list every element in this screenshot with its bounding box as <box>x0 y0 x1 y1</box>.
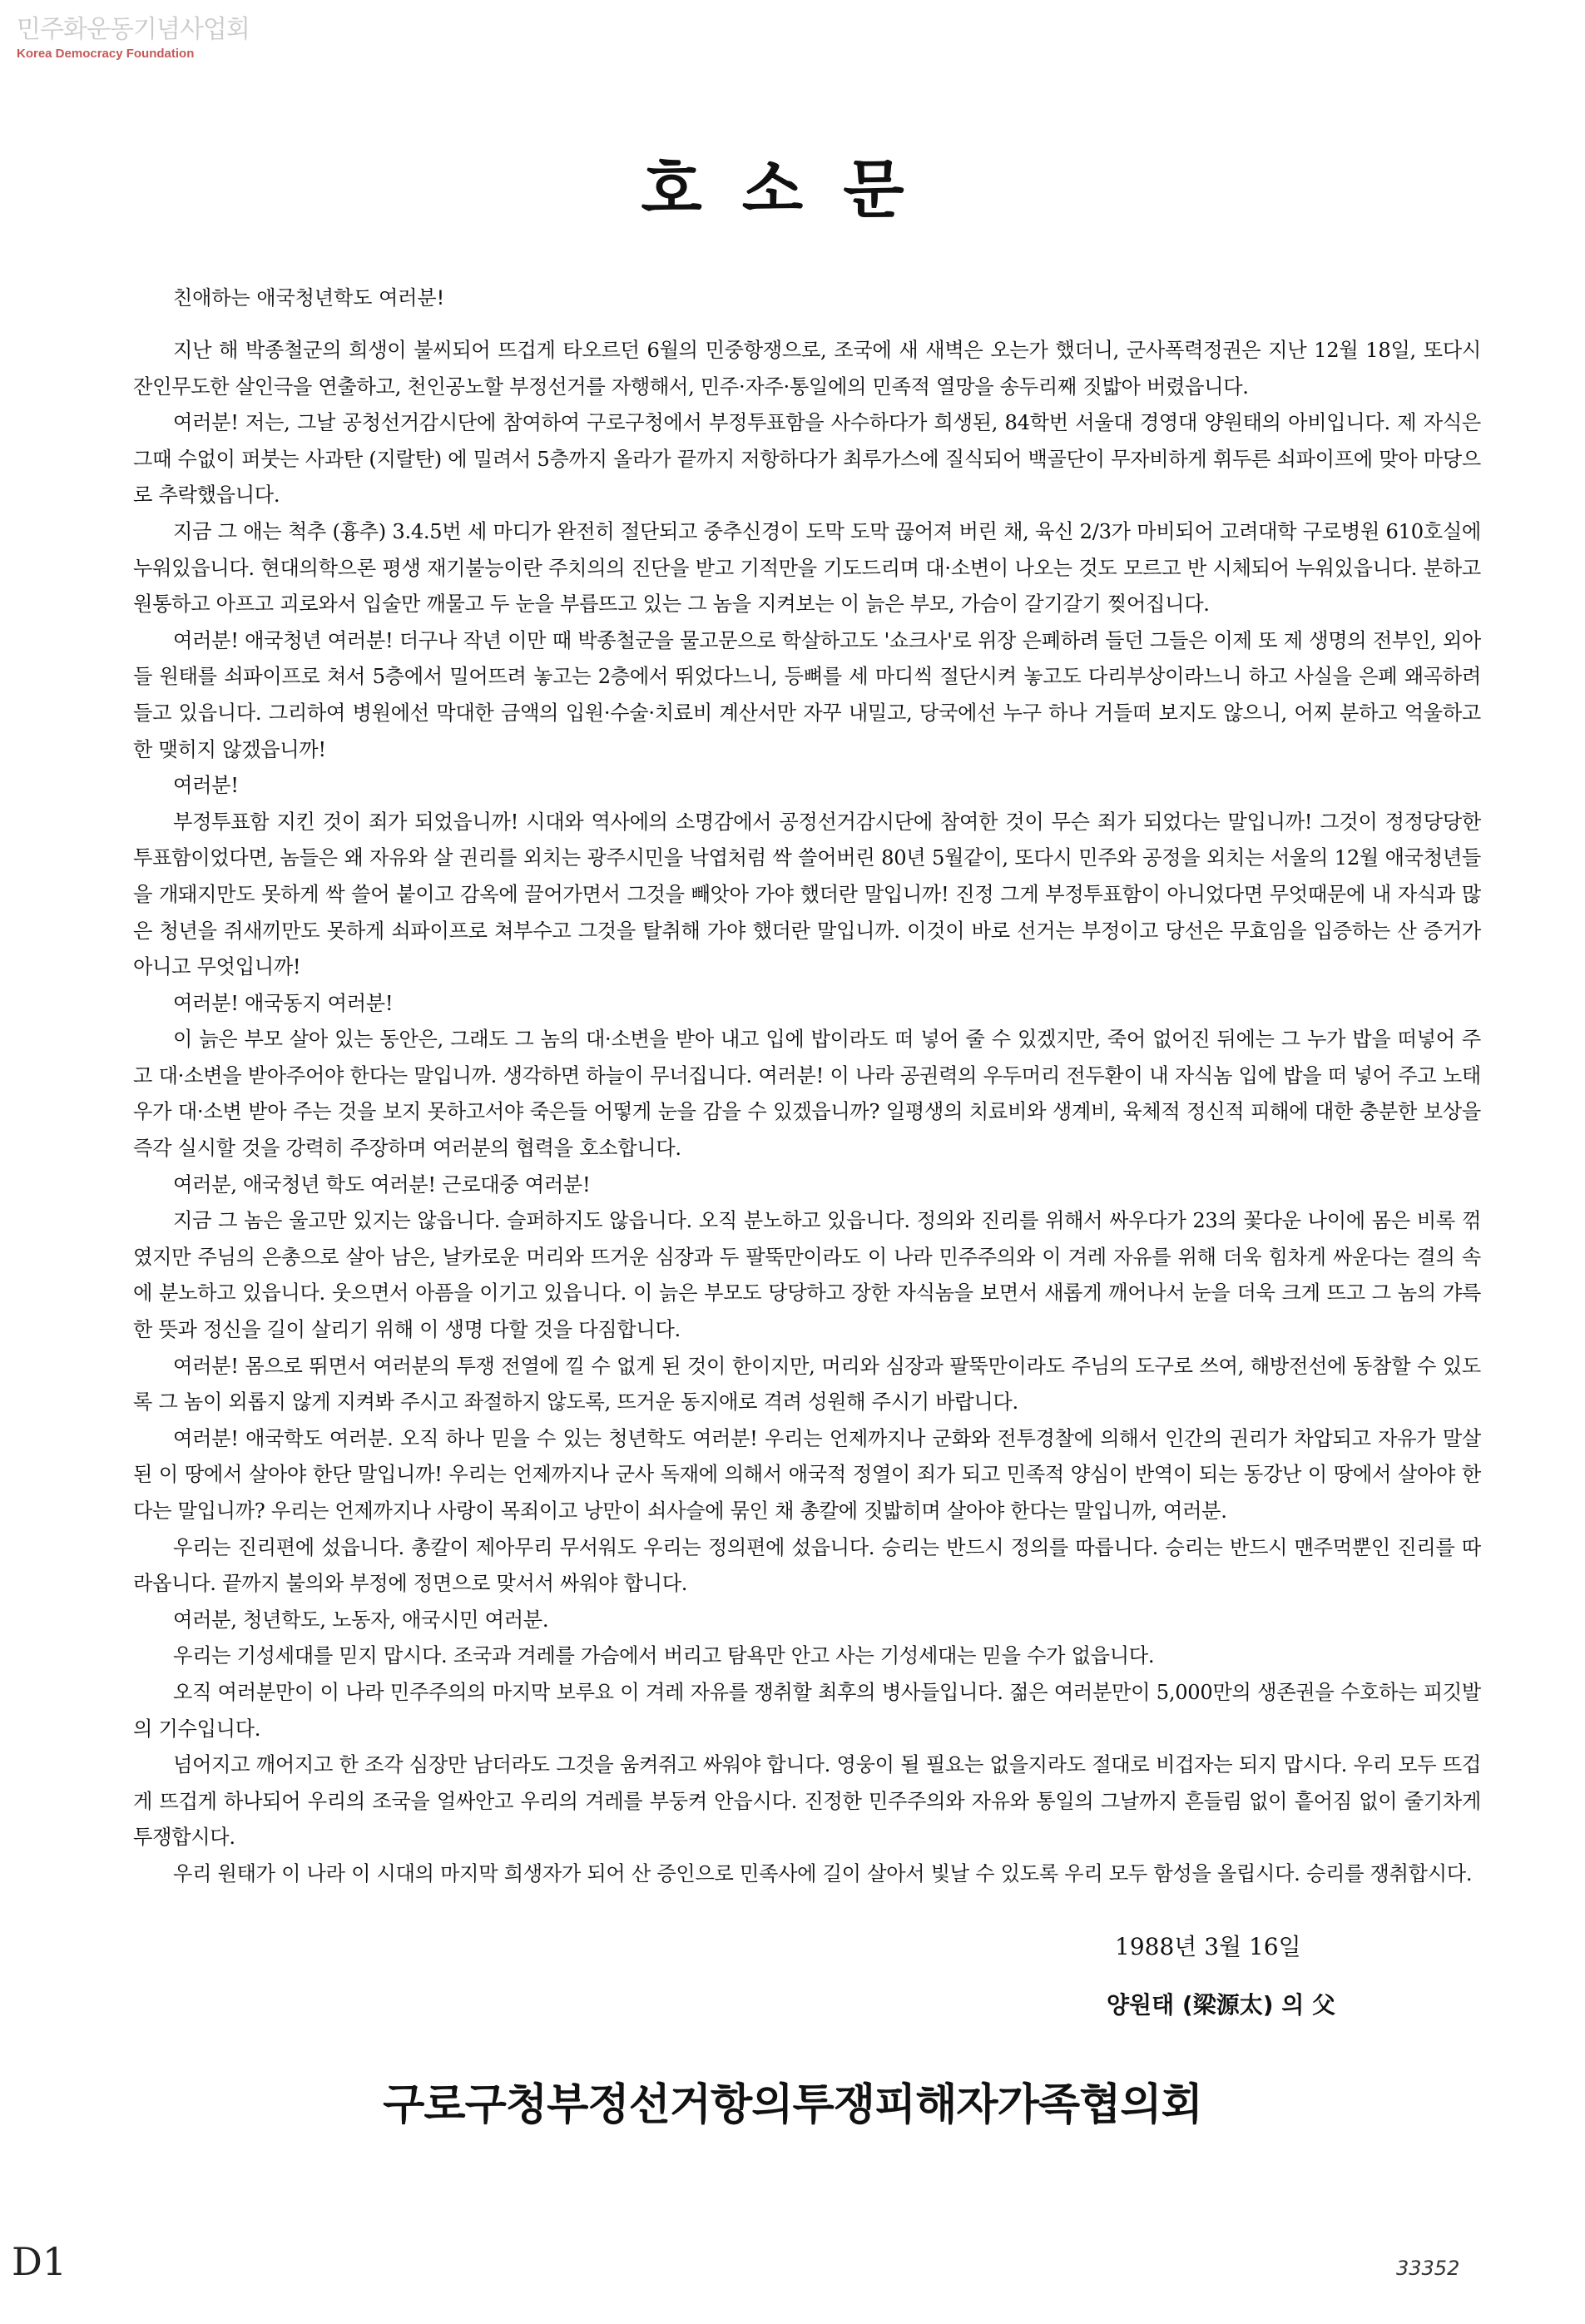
paragraph: 우리는 기성세대를 믿지 맙시다. 조국과 겨레를 가슴에서 버리고 탐욕만 안고 사는 기성세대는 믿을 수가 없읍니다. <box>173 1644 1155 1668</box>
signature-signer: 양원태 (梁源太) 의 父 <box>1107 1991 1336 2019</box>
paragraph: 넘어지고 깨어지고 한 조각 심장만 남더라도 그것을 움켜쥐고 싸워야 합니다. 영웅이 될 필요는 없을지라도 절대로 비겁자는 되지 맙시다. 우리 모두 뜨겁게 뜨겁게 하나되어 우리의 조국을 얼싸안고 우리의 겨레를 부둥켜 안읍시다. 진정한 민주주의와 자유와 통일의 그날까지 흔들림 없이 흩어짐 없이 줄기차게 투쟁합시다. <box>133 1753 1481 1850</box>
signature-date: 1988년 3월 16일 <box>1115 1933 1301 1960</box>
paragraph: 여러분! 애국학도 여러분. 오직 하나 믿을 수 있는 청년학도 여러분! 우리는 언제까지나 군화와 전투경찰에 의해서 인간의 권리가 차압되고 자유가 말살된 이 땅에서 살아야 한단 말입니까! 우리는 언제까지나 군사 독재에 의해서 애국적 정열이 죄가 되고 민족적 양심이 반역이 되는 동강난 이 땅에서 살아야 한다는 말입니까? 우리는 언제까지나 사랑이 목죄이고 낭만이 쇠사슬에 묶인 채 총칼에 짓밟히며 살아야 한다는 말입니까, 여러분. <box>133 1426 1481 1523</box>
paragraph: 지금 그 놈은 울고만 있지는 않읍니다. 슬퍼하지도 않읍니다. 오직 분노하고 있읍니다. 정의와 진리를 위해서 싸우다가 23의 꽃다운 나이에 몸은 비록 꺾였지만 주님의 은총으로 살아 남은, 날카로운 머리와 뜨거운 심장과 두 팔뚝만이라도 이 나라 민주주의와 이 겨레 자유를 위해 더욱 힘차게 싸운다는 결의 속에 분노하고 있읍니다. 웃으면서 아픔을 이기고 있읍니다. 이 늙은 부모도 당당하고 장한 자식놈을 보면서 새롭게 깨어나서 눈을 더욱 크게 뜨고 그 놈의 갸륵한 뜻과 정신을 길이 살리기 위해 이 생명 다할 것을 다짐합니다. <box>133 1209 1481 1342</box>
watermark-logo <box>17 15 250 62</box>
paragraph: 여러분! 저는, 그날 공청선거감시단에 참여하여 구로구청에서 부정투표함을 사수하다가 희생된, 84학번 서울대 경영대 양원태의 아비입니다. 제 자식은 그때 수없이 퍼붓는 사과탄 (지랄탄) 에 밀려서 5층까지 올라가 끝까지 저항하다가 최루가스에 질식되어 백골단이 무자비하게 휘두른 쇠파이프에 맞아 마당으로 추락했읍니다. <box>133 411 1481 508</box>
paragraph: 여러분! 애국청년 여러분! 더구나 작년 이만 때 박종철군을 물고문으로 학살하고도 '쇼크사'로 위장 은폐하려 들던 그들은 이제 또 제 생명의 전부인, 외아들 원태를 쇠파이프로 쳐서 5층에서 밀어뜨려 놓고는 2층에서 뛰었다느니, 등뼈를 세 마디씩 절단시켜 놓고도 다리부상이라느니 하고 사실을 은폐 왜곡하려 들고 있읍니다. 그리하여 병원에선 막대한 금액의 입원·수술·치료비 계산서만 자꾸 내밀고, 당국에선 누구 하나 거들떠 보지도 않으니, 어찌 분하고 억울하고 한 맺히지 않겠읍니까! <box>133 628 1481 761</box>
paragraph: 여러분! 몸으로 뛰면서 여러분의 투쟁 전열에 낄 수 없게 된 것이 한이지만, 머리와 심장과 팔뚝만이라도 주님의 도구로 쓰여, 해방전선에 동참할 수 있도록 그 놈이 외롭지 않게 지켜봐 주시고 좌절하지 않도록, 뜨거운 동지애로 격려 성원해 주시기 바랍니다. <box>133 1354 1481 1415</box>
paragraph: 오직 여러분만이 이 나라 민주주의의 마지막 보루요 이 겨레 자유를 쟁취할 최후의 병사들입니다. 젊은 여러분만이 5,000만의 생존권을 수호하는 피깃발의 기수입니다. <box>133 1680 1481 1741</box>
paragraph: 이 늙은 부모 살아 있는 동안은, 그래도 그 놈의 대·소변을 받아 내고 입에 밥이라도 떠 넣어 줄 수 있겠지만, 죽어 없어진 뒤에는 그 누가 밥을 떠넣어 주고 대·소변을 받아주어야 한다는 말입니까. 생각하면 하늘이 무너집니다. 여러분! 이 나라 공권력의 우두머리 전두환이 내 자식놈 입에 밥을 떠 넣어 주고 노태우가 대·소변 받아 주는 것을 보지 못하고서야 죽은들 어떻게 눈을 감을 수 있겠읍니까? 일평생의 치료비와 생계비, 육체적 정신적 피해에 대한 충분한 보상을 즉각 실시할 것을 강력히 주장하며 여러분의 협력을 호소합니다. <box>133 1028 1481 1161</box>
paragraph: 부정투표함 지킨 것이 죄가 되었읍니까! 시대와 역사에의 소명감에서 공정선거감시단에 참여한 것이 무슨 죄가 되었다는 말입니까! 그것이 정정당당한 투표함이었다면, 놈들은 왜 자유와 살 권리를 외치는 광주시민을 낙엽처럼 싹 쓸어버린 80년 5월같이, 또다시 민주와 공정을 외치는 서울의 12월 애국청년들을 개돼지만도 못하게 싹 쓸어 붙이고 감옥에 끌어가면서 그것을 빼앗아 가야 했더란 말입니까! 진정 그게 부정투표함이 아니었다면 무엇때문에 내 자식과 많은 청년을 쥐새끼만도 못하게 쇠파이프로 쳐부수고 그것을 탈취해 가야 했더란 말입니까. 이것이 바로 선거는 부정이고 당선은 무효임을 입증하는 산 증거가 아니고 무엇입니까! <box>133 810 1481 979</box>
signature-block <box>1107 1926 1335 2026</box>
document-title: 호소문 <box>641 152 944 226</box>
organization-name: 구로구청부정선거항의투쟁피해자가족협의회 <box>383 2080 1202 2130</box>
paragraph: 여러분! 애국동지 여러분! <box>173 991 394 1015</box>
document-body <box>133 281 1481 1893</box>
watermark-korean: 민주화운동기념사업회 <box>17 15 250 44</box>
handwritten-mark: D1 <box>12 2239 67 2284</box>
paragraph: 여러분, 청년학도, 노동자, 애국시민 여러분. <box>173 1608 549 1632</box>
paragraph: 여러분! <box>173 774 239 798</box>
paragraph: 지난 해 박종철군의 희생이 불씨되어 뜨겁게 타오르던 6월의 민중항쟁으로, 조국에 새 새벽은 오는가 했더니, 군사폭력정권은 지난 12월 18일, 또다시 잔인무도한 살인극을 연출하고, 천인공노할 부정선거를 자행해서, 민주·자주·통일에의 민족적 열망을 송두리째 짓밟아 버렸읍니다. <box>133 339 1481 399</box>
paragraph: 지금 그 애는 척추 (흉추) 3.4.5번 세 마디가 완전히 절단되고 중추신경이 도막 도막 끊어져 버린 채, 육신 2/3가 마비되어 고려대학 구로병원 610호실에 누워있읍니다. 현대의학으론 평생 재기불능이란 주치의의 진단을 받고 기적만을 기도드리며 대·소변이 나오는 것도 모르고 반 시체되어 누워있읍니다. 분하고 원통하고 아프고 괴로와서 입술만 깨물고 두 눈을 부릅뜨고 있는 그 놈을 지켜보는 이 늙은 부모, 가슴이 갈기갈기 찢어집니다. <box>133 519 1481 617</box>
paragraph: 여러분, 애국청년 학도 여러분! 근로대중 여러분! <box>173 1172 591 1197</box>
paragraph: 우리는 진리편에 섰읍니다. 총칼이 제아무리 무서워도 우리는 정의편에 섰읍니다. 승리는 반드시 정의를 따릅니다. 승리는 반드시 맨주먹뿐인 진리를 따라옵니다. 끝까지 불의와 부정에 정면으로 맞서서 싸워야 합니다. <box>133 1535 1481 1596</box>
paragraph: 우리 원태가 이 나라 이 시대의 마지막 희생자가 되어 산 증인으로 민족사에 길이 살아서 빛날 수 있도록 우리 모두 함성을 올립시다. 승리를 쟁취합시다. <box>173 1861 1473 1885</box>
watermark-english: Korea Democracy Foundation <box>17 47 195 61</box>
salutation: 친애하는 애국청년학도 여러분! <box>173 286 445 310</box>
archive-number: 33352 <box>1396 2257 1460 2280</box>
